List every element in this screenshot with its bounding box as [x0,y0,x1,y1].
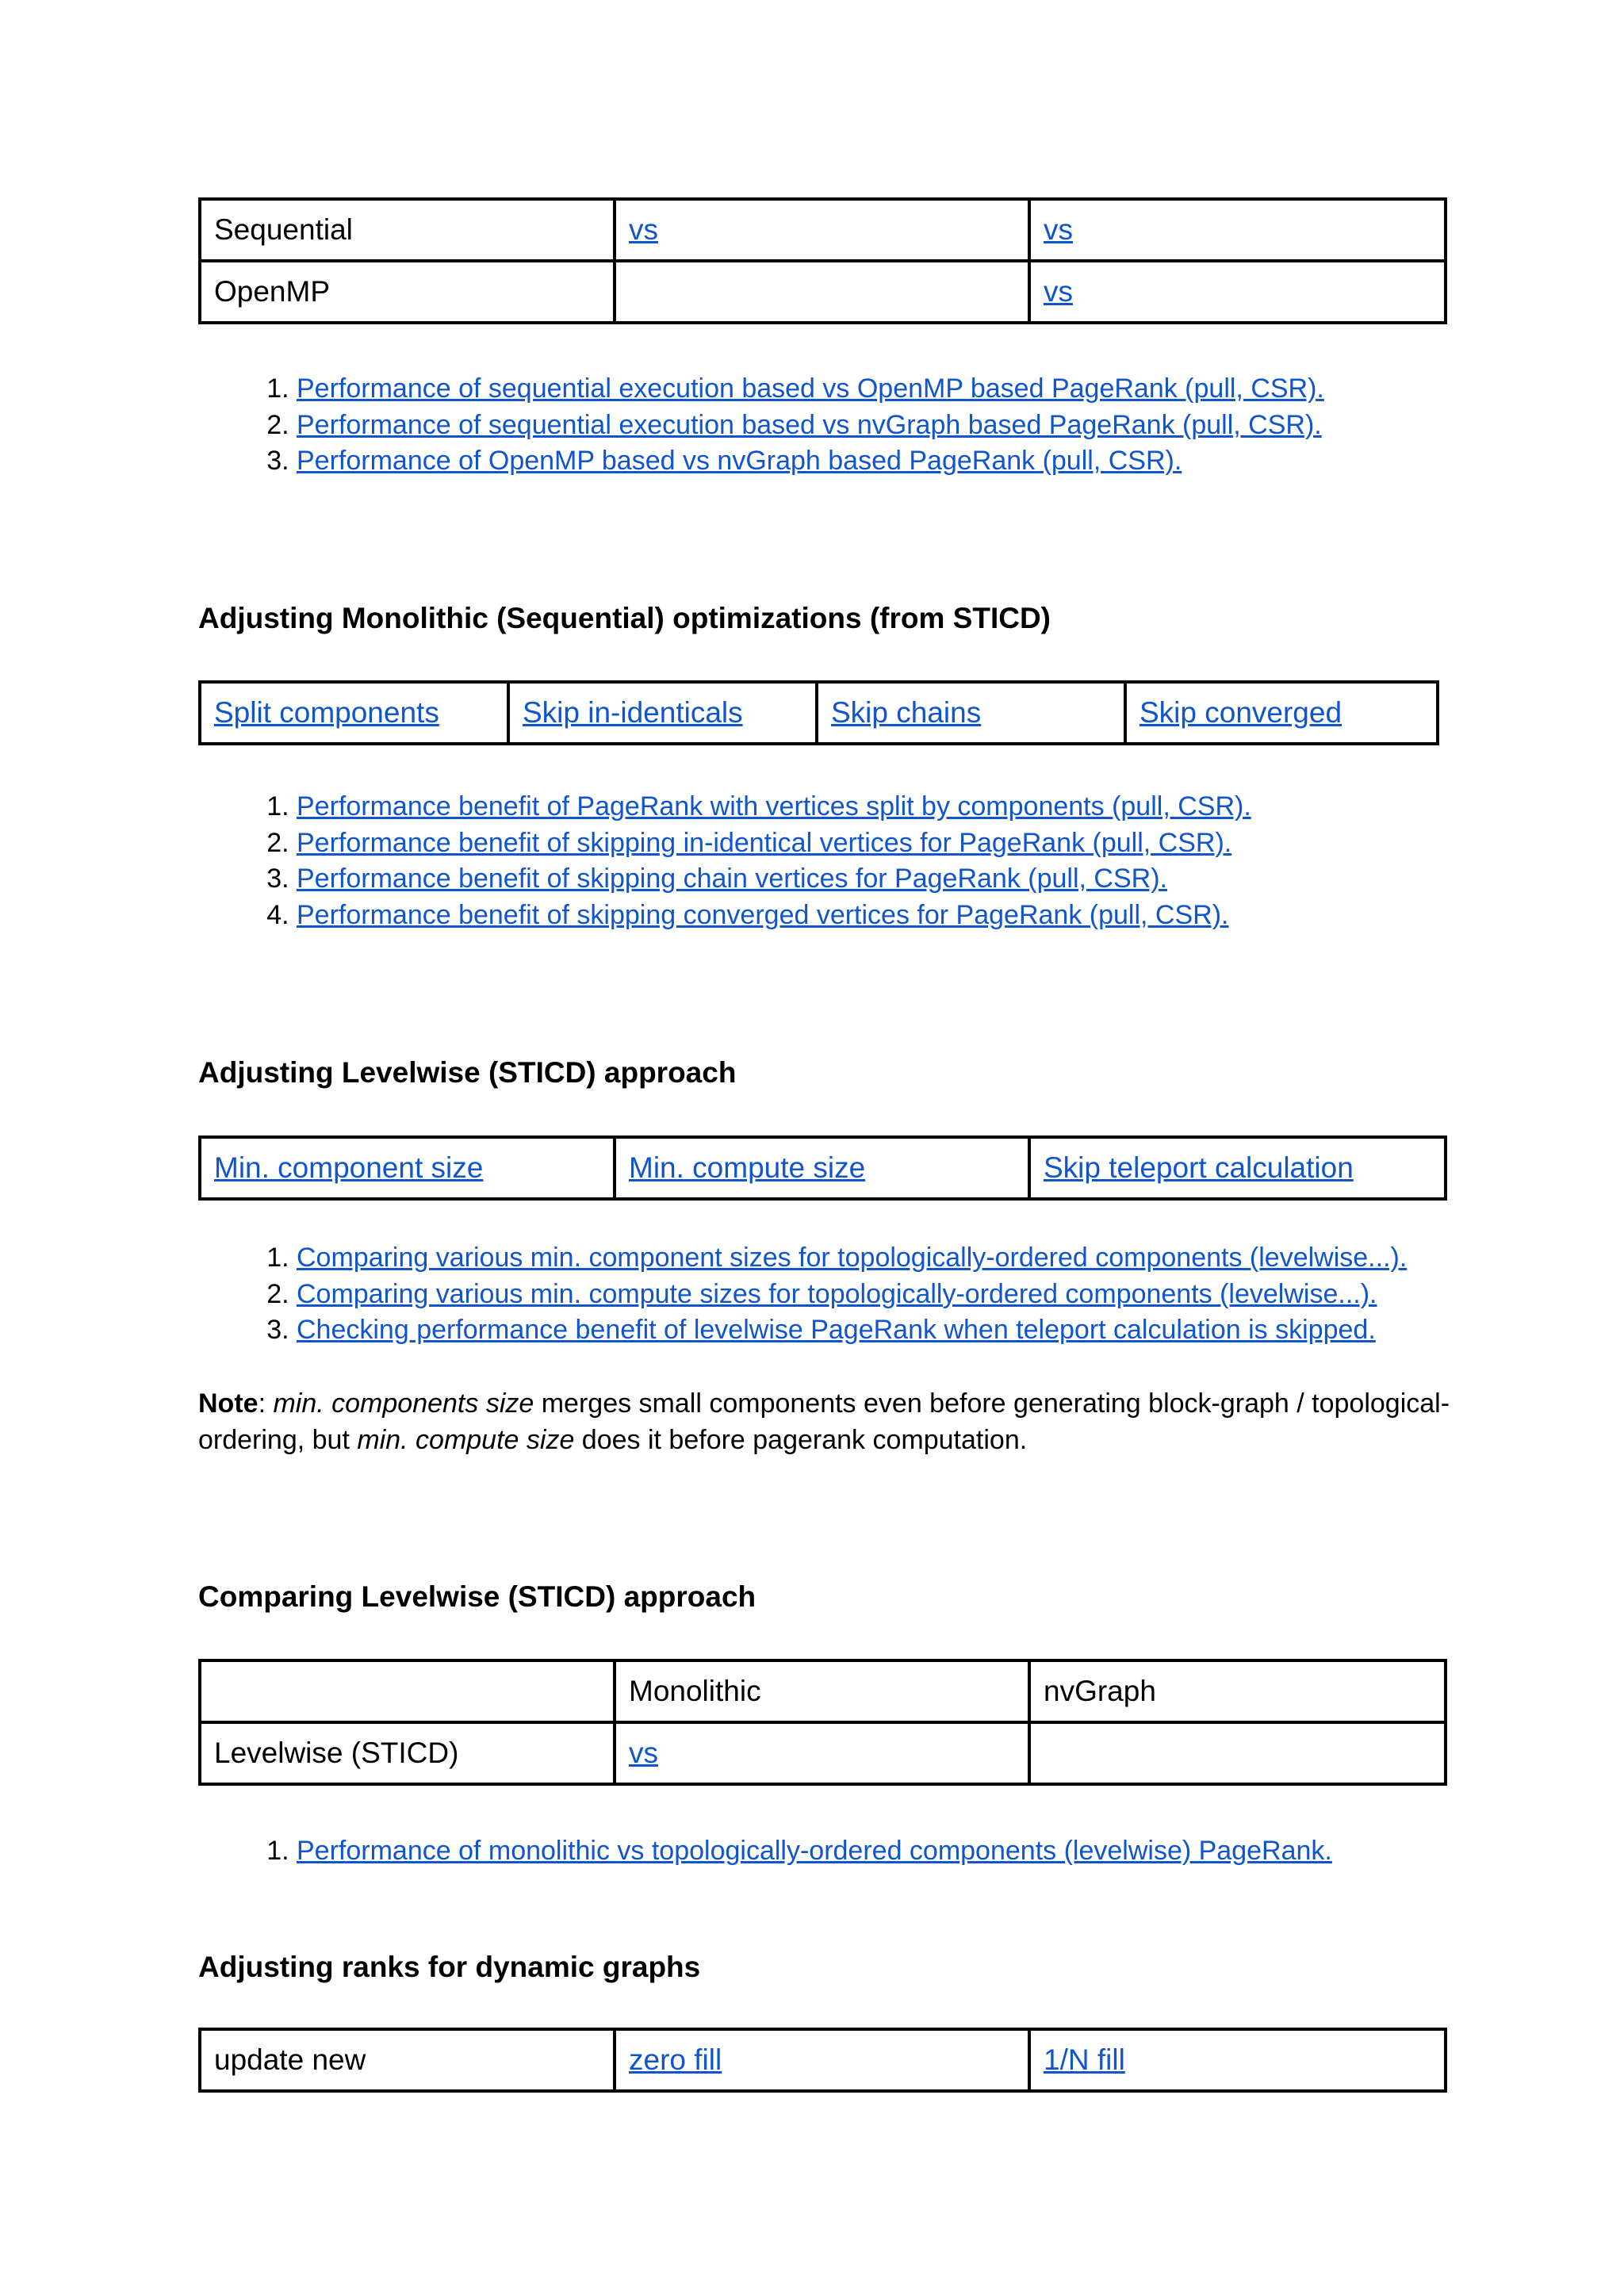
levelwise-compare-table [198,1659,1447,1786]
list-item [297,1833,1332,1870]
link[interactable]: Comparing various min. compute sizes for topologically-ordered components (levelwise...). [297,1278,1377,1309]
split-components-link[interactable]: Split components [214,696,439,729]
note-separator: : [258,1388,274,1419]
table-cell [1125,682,1438,744]
table-header-cell: nvGraph [1029,1660,1446,1722]
link-list-monolithic [198,789,1251,933]
table-row [200,682,1438,744]
list-item [297,1277,1407,1313]
zero-fill-link[interactable]: zero fill [629,2043,722,2076]
note-emphasis: min. compute size [357,1425,575,1455]
table-cell [200,1137,615,1199]
link[interactable]: Performance of sequential execution based vs nvGraph based PageRank (pull, CSR). [297,409,1322,440]
link[interactable]: Comparing various min. component sizes for topologically-ordered components (levelwise...). [297,1243,1408,1273]
list-item [297,1312,1407,1349]
table-header-cell: Monolithic [615,1660,1029,1722]
one-over-n-fill-link[interactable]: 1/N fill [1044,2043,1125,2076]
link[interactable]: Checking performance benefit of levelwise PageRank when teleport calculation is skipped. [297,1315,1376,1346]
monolithic-optimizations-table [198,680,1439,745]
table-row [200,261,1446,323]
skip-converged-link[interactable]: Skip converged [1139,696,1342,729]
table-row [200,199,1446,261]
section-heading-levelwise-compare: Comparing Levelwise (STICD) approach [198,1580,756,1613]
comparison-table-sequential-openmp [198,197,1447,324]
note-paragraph [198,1385,1467,1458]
table-cell [1029,1137,1446,1199]
levelwise-adjust-table [198,1136,1447,1201]
table-cell-empty [615,261,1029,323]
min-compute-size-link[interactable]: Min. compute size [629,1151,866,1184]
table-cell [615,2029,1029,2091]
link[interactable]: Performance of monolithic vs topologically-ordered components (levelwise) PageRank. [297,1836,1332,1866]
list-item [297,825,1251,862]
table-cell-label: Sequential [200,199,615,261]
list-item [297,371,1324,408]
table-row [200,2029,1446,2091]
link[interactable]: Performance benefit of skipping chain vertices for PageRank (pull, CSR). [297,864,1167,894]
table-cell-label: update new [200,2029,615,2091]
table-cell [615,1137,1029,1199]
link-list-sequential-openmp [198,371,1324,480]
table-cell-label: Levelwise (STICD) [200,1722,615,1784]
list-item [297,861,1251,898]
note-emphasis: min. components size [273,1388,534,1419]
skip-chains-link[interactable]: Skip chains [831,696,982,729]
link[interactable]: Performance benefit of skipping converged vertices for PageRank (pull, CSR). [297,899,1229,930]
table-cell [1029,2029,1446,2091]
table-cell [508,682,817,744]
section-heading-monolithic: Adjusting Monolithic (Sequential) optimizations (from STICD) [198,602,1051,634]
section-heading-dynamic-graphs: Adjusting ranks for dynamic graphs [198,1951,701,1983]
table-cell-label: OpenMP [200,261,615,323]
table-row [200,1722,1446,1784]
table-cell [1029,261,1446,323]
vs-link[interactable]: vs [629,213,658,246]
table-cell-empty [200,1660,615,1722]
vs-link[interactable]: vs [1044,275,1073,308]
min-component-size-link[interactable]: Min. component size [214,1151,484,1184]
section-heading-levelwise-adjust: Adjusting Levelwise (STICD) approach [198,1056,737,1089]
table-cell-empty [1029,1722,1446,1784]
skip-in-identicals-link[interactable]: Skip in-identicals [523,696,743,729]
link[interactable]: Performance of OpenMP based vs nvGraph based PageRank (pull, CSR). [297,446,1182,477]
list-item [297,443,1324,480]
link[interactable]: Performance benefit of PageRank with vertices split by components (pull, CSR). [297,791,1251,821]
note-text: does it before pagerank computation. [574,1425,1028,1455]
table-row [200,1660,1446,1722]
table-cell [615,199,1029,261]
list-item [297,898,1251,934]
list-item [297,408,1324,444]
link[interactable]: Performance of sequential execution based vs OpenMP based PageRank (pull, CSR). [297,373,1324,404]
vs-link[interactable]: vs [629,1737,658,1769]
link-list-levelwise-adjust [198,1240,1407,1349]
link-list-levelwise-compare [198,1833,1332,1870]
list-item [297,789,1251,825]
table-row [200,1137,1446,1199]
table-cell [1029,199,1446,261]
table-cell [200,682,508,744]
note-label: Note [198,1388,259,1419]
dynamic-graphs-table [198,2028,1447,2093]
table-cell [615,1722,1029,1784]
vs-link[interactable]: vs [1044,213,1073,246]
skip-teleport-calculation-link[interactable]: Skip teleport calculation [1044,1151,1354,1184]
link[interactable]: Performance benefit of skipping in-identical vertices for PageRank (pull, CSR). [297,827,1232,858]
table-cell [817,682,1125,744]
note-text: merges small components even before generating block-graph / topological-ordering, but [198,1388,1450,1455]
list-item [297,1240,1407,1277]
